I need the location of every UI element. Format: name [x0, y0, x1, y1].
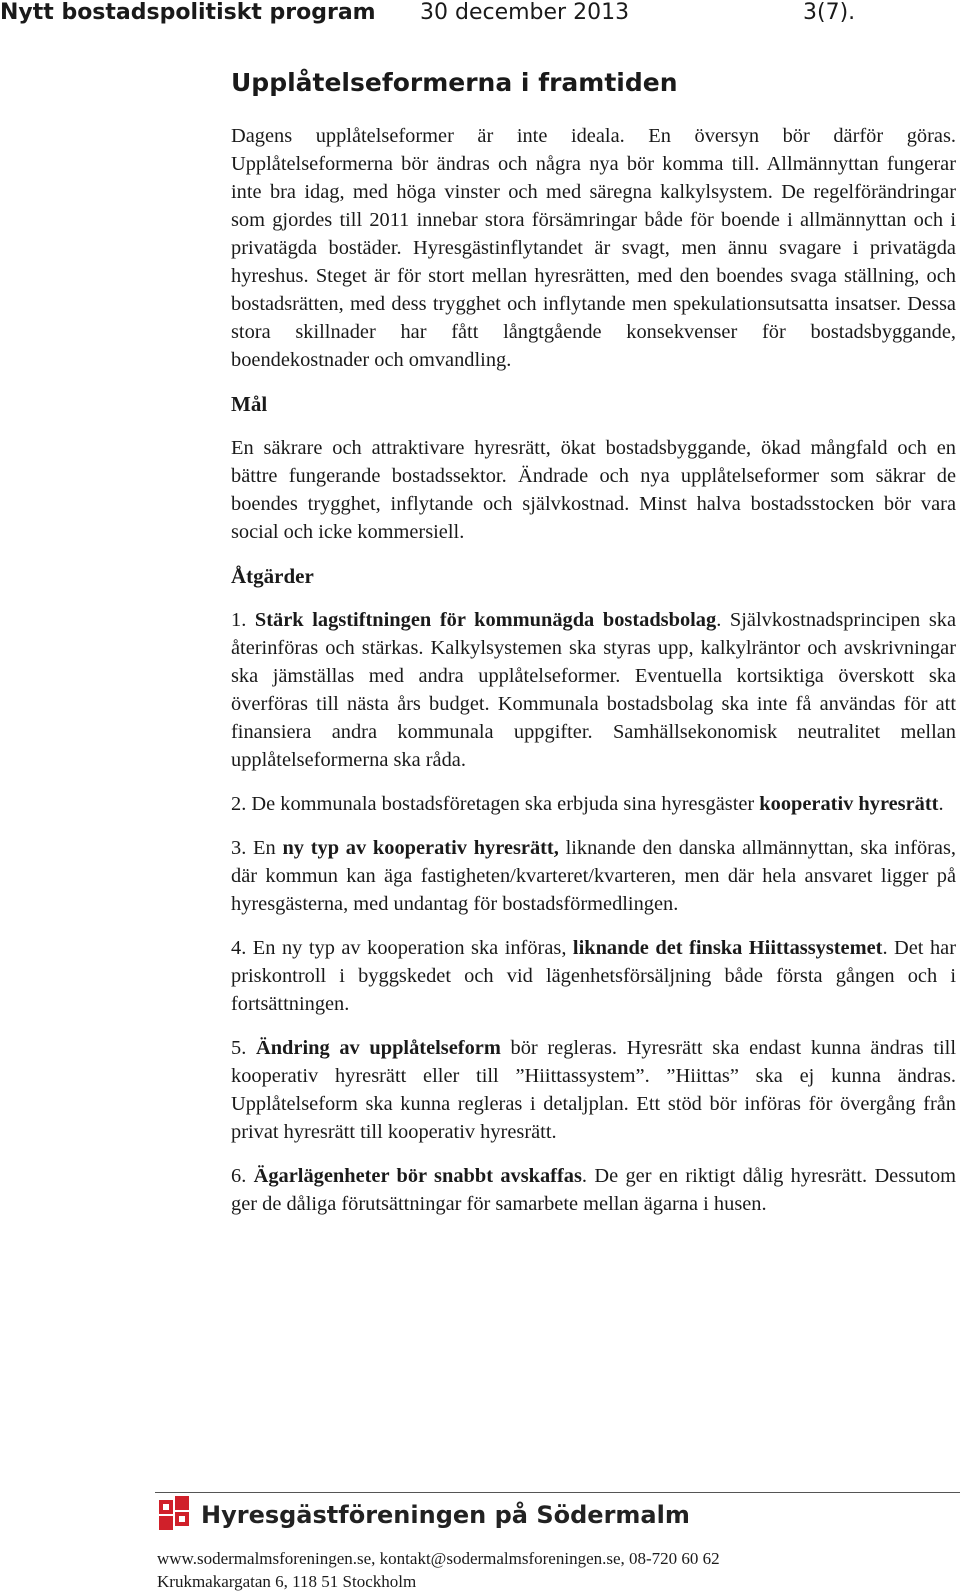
document-title: Nytt bostadspolitiskt program — [0, 0, 376, 25]
address: Krukmakargatan 6, 118 51 Stockholm — [157, 1572, 417, 1591]
action-item-1: 1. Stärk lagstiftningen för kommunägda bostadsbolag. Självkostnadsprincipen ska återinföras och stärkas. Kalkylsystemen ska styras upp, kalkylräntor och avskrivningar ska jämställas med andra upplåtelseformer. Eventuella kortsiktiga överskott ska överföras till nästa års budget. Kommunala bostadsbolag ska inte få användas för att finansiera andra kommunala uppgifter. Samhällsekonomisk neutralitet mellan upplåtelseformerna ska råda. — [231, 609, 957, 771]
goal-paragraph: En säkrare och attraktivare hyresrätt, ökat bostadsbyggande, ökad mångfald och en bättre fungerande bostadssektor. Ändrade och nya upplåtelseformer som säkrar de boendes trygghet, inflytande och självkostnad. Minst halva bostadsstocken bör vara social och icke kommersiell. — [231, 437, 956, 543]
document-date: 30 december 2013 — [420, 0, 630, 25]
page-header — [0, 0, 960, 26]
organization-name: Hyresgästföreningen på Södermalm — [201, 1501, 690, 1529]
action-item-5: 5. Ändring av upplåtelseform bör regleras. Hyresrätt ska endast kunna ändras till kooperativ hyresrätt eller till ”Hiittassystem”. ”Hiittas” ska ej kunna ändras. Upplåtelseform ska kunna regleras i detaljplan. Ett stöd bör införas för övergång från privat hyresrätt till kooperativ hyresrätt. — [231, 1037, 956, 1143]
footer-divider — [155, 1492, 960, 1493]
action-item-4: 4. En ny typ av kooperation ska införas, liknande det finska Hiittassystemet. Det har priskontroll i byggskedet och vid lägenhetsförsäljning både första gången och i fortsättningen. — [231, 937, 957, 1015]
section-heading: Upplåtelseformerna i framtiden — [231, 68, 678, 97]
action-item-6: 6. Ägarlägenheter bör snabbt avskaffas. De ger en riktigt dålig hyresrätt. Dessutom ger de dåliga förutsättningar för samarbete mellan ägarna i husen. — [231, 1165, 957, 1215]
main-content — [231, 64, 956, 1218]
page-number: 3(7). — [803, 0, 856, 25]
actions-heading: Åtgärder — [231, 564, 314, 588]
contact-info: www.sodermalmsforeningen.se, kontakt@sodermalmsforeningen.se, 08-720 60 62 — [157, 1549, 720, 1568]
action-item-3: 3. En ny typ av kooperativ hyresrätt, liknande den danska allmännyttan, ska införas, där kommun kan äga fastigheten/kvarteret/kvarteren, men där hela ansvaret ligger på hyresgästerna, med undantag för bostadsförmedlingen. — [231, 837, 957, 915]
action-item-2: 2. De kommunala bostadsföretagen ska erbjuda sina hyresgäster kooperativ hyresrätt. — [231, 793, 944, 815]
goal-heading: Mål — [231, 392, 268, 416]
hyresgastforeningen-logo-icon — [157, 1494, 191, 1532]
intro-paragraph: Dagens upplåtelseformer är inte ideala. En översyn bör därför göras. Upplåtelseformerna bör ändras och några nya bör komma till. Allmännyttan fungerar inte bra idag, med höga vinster och med säregna kalkylsystem. De regelförändringar som gjordes till 2011 innebar stora försämringar både för boende i allmännyttan och i privatägda bostäder. Hyresgästinflytandet är svagt, men ännu svagare i privatägda hyreshus. Steget är för stort mellan hyresrätten, med den boendes svaga ställning, och bostadsrätten, med dess trygghet och inflytande men spekulationsutsatta insatser. Dessa stora skillnader har fått långtgående konsekvenser för bostadsbyggande, boendekostnader och omvandling. — [231, 125, 956, 371]
